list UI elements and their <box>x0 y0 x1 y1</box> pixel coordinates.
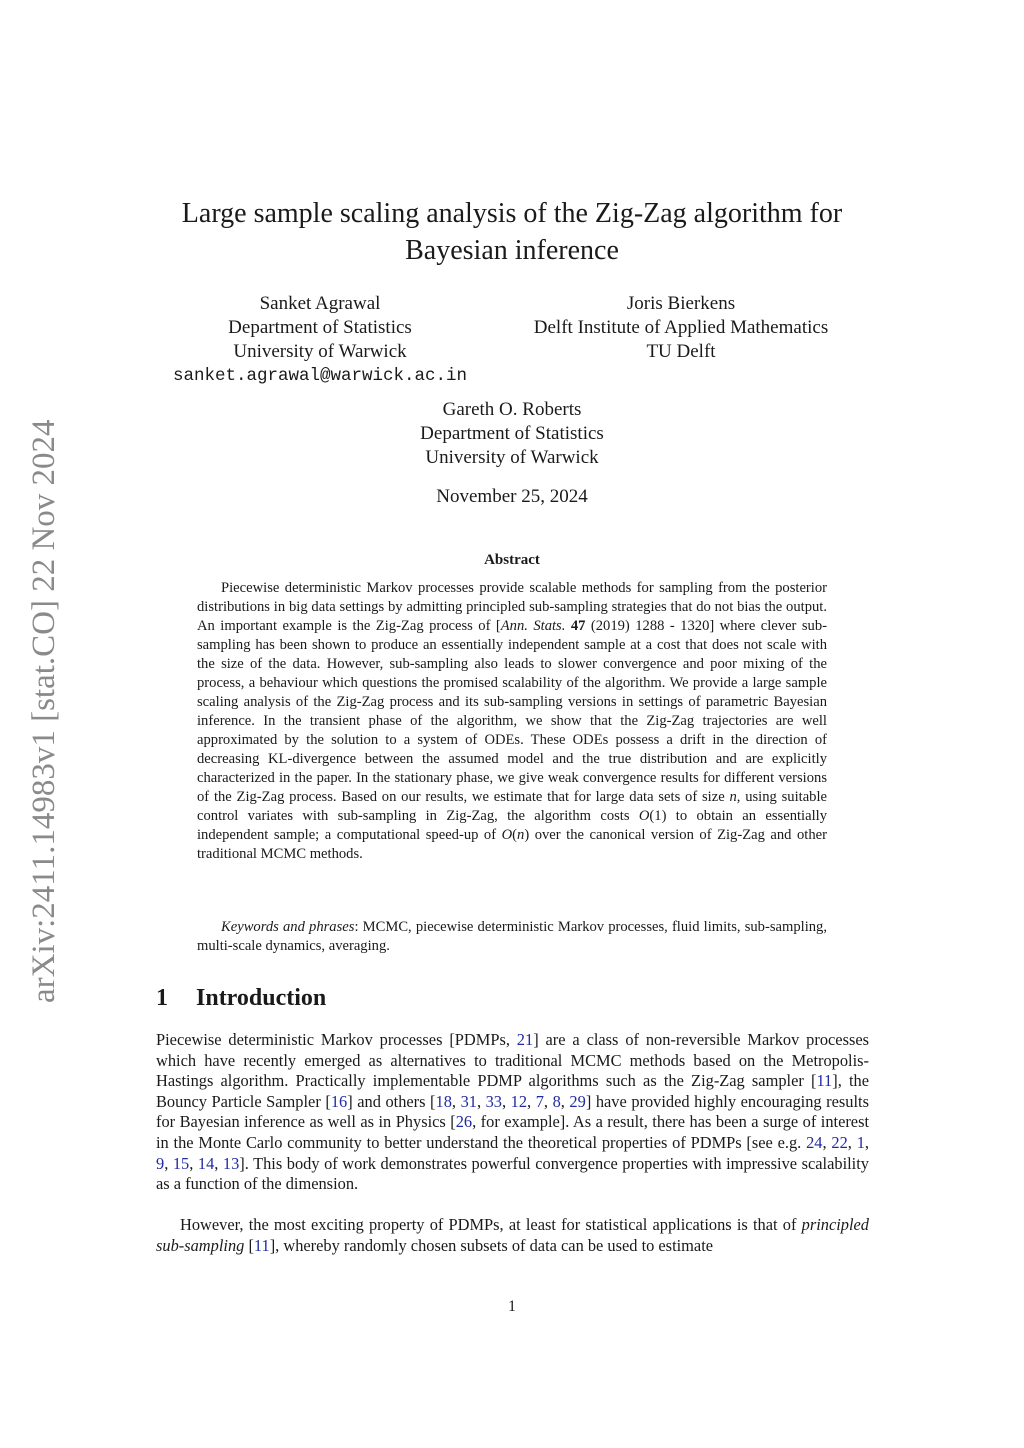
abstract-body: Piecewise deterministic Markov processes provide scalable methods for sampling from the posterior distributions in big data settings by admitting principled sub-sampling strategies that do not bias the output. An important example is the Zig-Zag process of [Ann. Stats. 47 (2019) 1288 - 1320] where clever sub-sampling has been shown to produce an essentially independent sample at a cost that does not scale with the size of the data. However, sub-sampling also leads to slower convergence and poor mixing of the process, a behaviour which questions the promised scalability of the algorithm. We provide a large sample scaling analysis of the Zig-Zag process and its sub-sampling versions in settings of parametric Bayesian inference. In the transient phase of the algorithm, we show that the Zig-Zag trajectories are well approximated by the solution to a system of ODEs. These ODEs possess a drift in the direction of decreasing KL-divergence between the assumed model and the true distribution and are explicitly characterized in the paper. In the stationary phase, we give weak convergence results for different versions of the Zig-Zag process. Based on our results, we estimate that for large data sets of size n, using suitable control variates with sub-sampling in Zig-Zag, the algorithm costs O(1) to obtain an essentially independent sample; a computational speed-up of O(n) over the canonical version of Zig-Zag and other traditional MCMC methods. <box>197 580 827 862</box>
section-heading <box>156 985 326 1012</box>
author-department: Delft Institute of Applied Mathematics <box>533 317 829 338</box>
author-block-2 <box>501 292 861 364</box>
title-line-2: Bayesian inference <box>405 235 619 266</box>
citation-link[interactable]: 13 <box>222 1153 240 1173</box>
author-block-1 <box>170 292 470 388</box>
citation-link[interactable]: 18 <box>435 1091 452 1111</box>
paper-title <box>120 195 904 269</box>
citation-link[interactable]: 14 <box>197 1153 215 1173</box>
citation-link[interactable]: 21 <box>516 1030 534 1049</box>
author-block-3 <box>362 398 662 470</box>
author-name: Joris Bierkens <box>626 293 736 314</box>
citation-link[interactable]: 22 <box>831 1132 848 1152</box>
citation-link[interactable]: 12 <box>510 1091 528 1111</box>
keywords-label: Keywords and phrases <box>221 919 355 935</box>
citation-link[interactable]: 24 <box>806 1132 823 1152</box>
author-name: Gareth O. Roberts <box>442 399 582 420</box>
citation-link[interactable]: 26 <box>455 1112 473 1132</box>
citation-link[interactable]: 8 <box>552 1091 561 1111</box>
citation-link[interactable]: 11 <box>816 1071 833 1091</box>
page-number: 1 <box>508 1298 516 1315</box>
abstract-heading: Abstract <box>484 552 540 568</box>
author-institution: TU Delft <box>646 341 716 362</box>
citation-link[interactable]: 15 <box>172 1153 190 1173</box>
title-line-1: Large sample scaling analysis of the Zig-Zag algorithm for <box>181 198 843 229</box>
author-name: Sanket Agrawal <box>259 293 381 314</box>
citation-link[interactable]: 29 <box>569 1091 586 1111</box>
citation-link[interactable]: 9 <box>156 1153 165 1173</box>
arxiv-identifier: arXiv:2411.14983v1 [stat.CO] 22 Nov 2024 <box>26 419 62 1003</box>
author-department: Department of Statistics <box>228 317 412 338</box>
intro-paragraph-2: However, the most exciting property of PDMPs, at least for statistical applications is that of principled sub-sampling [11], whereby randomly chosen subsets of data can be used to estimate <box>156 1215 869 1255</box>
paper-date: November 25, 2024 <box>436 486 588 507</box>
section-title: Introduction <box>196 985 327 1011</box>
citation-link[interactable]: 33 <box>485 1091 502 1111</box>
citation-link[interactable]: 1 <box>856 1132 865 1152</box>
citation-link[interactable]: 31 <box>460 1091 477 1111</box>
author-institution: University of Warwick <box>233 341 407 362</box>
intro-paragraph-1: Piecewise deterministic Markov processes [PDMPs, 21] are a class of non-reversible Markov processes which have recently emerged as alternatives to traditional MCMC methods based on the Metropolis-Hastings algorithm. Practically implementable PDMP algorithms such as the Zig-Zag sampler [11], the Bouncy Particle Sampler [16] and others [18, 31, 33, 12, 7, 8, 29] have provided highly encouraging results for Bayesian inference as well as in Physics [26, for example]. As a result, there has been a surge of interest in the Monte Carlo community to better understand the theoretical properties of PDMPs [see e.g. 24, 22, 1, 9, 15, 14, 13]. This body of work demonstrates powerful convergence properties with impressive scalability as a function of the dimension. <box>156 1030 870 1194</box>
author-department: Department of Statistics <box>420 423 604 444</box>
citation-link[interactable]: 7 <box>535 1091 544 1111</box>
section-number: 1 <box>156 985 168 1011</box>
citation-link[interactable]: 16 <box>330 1091 348 1111</box>
citation-link[interactable]: 11 <box>253 1235 270 1255</box>
author-institution: University of Warwick <box>425 447 599 468</box>
keywords-text: : MCMC, piecewise deterministic Markov processes, fluid limits, sub-sampling, multi-scale dynamics, averaging. <box>197 919 827 954</box>
keywords <box>197 918 827 956</box>
author-email[interactable]: sanket.agrawal@warwick.ac.in <box>172 366 468 386</box>
